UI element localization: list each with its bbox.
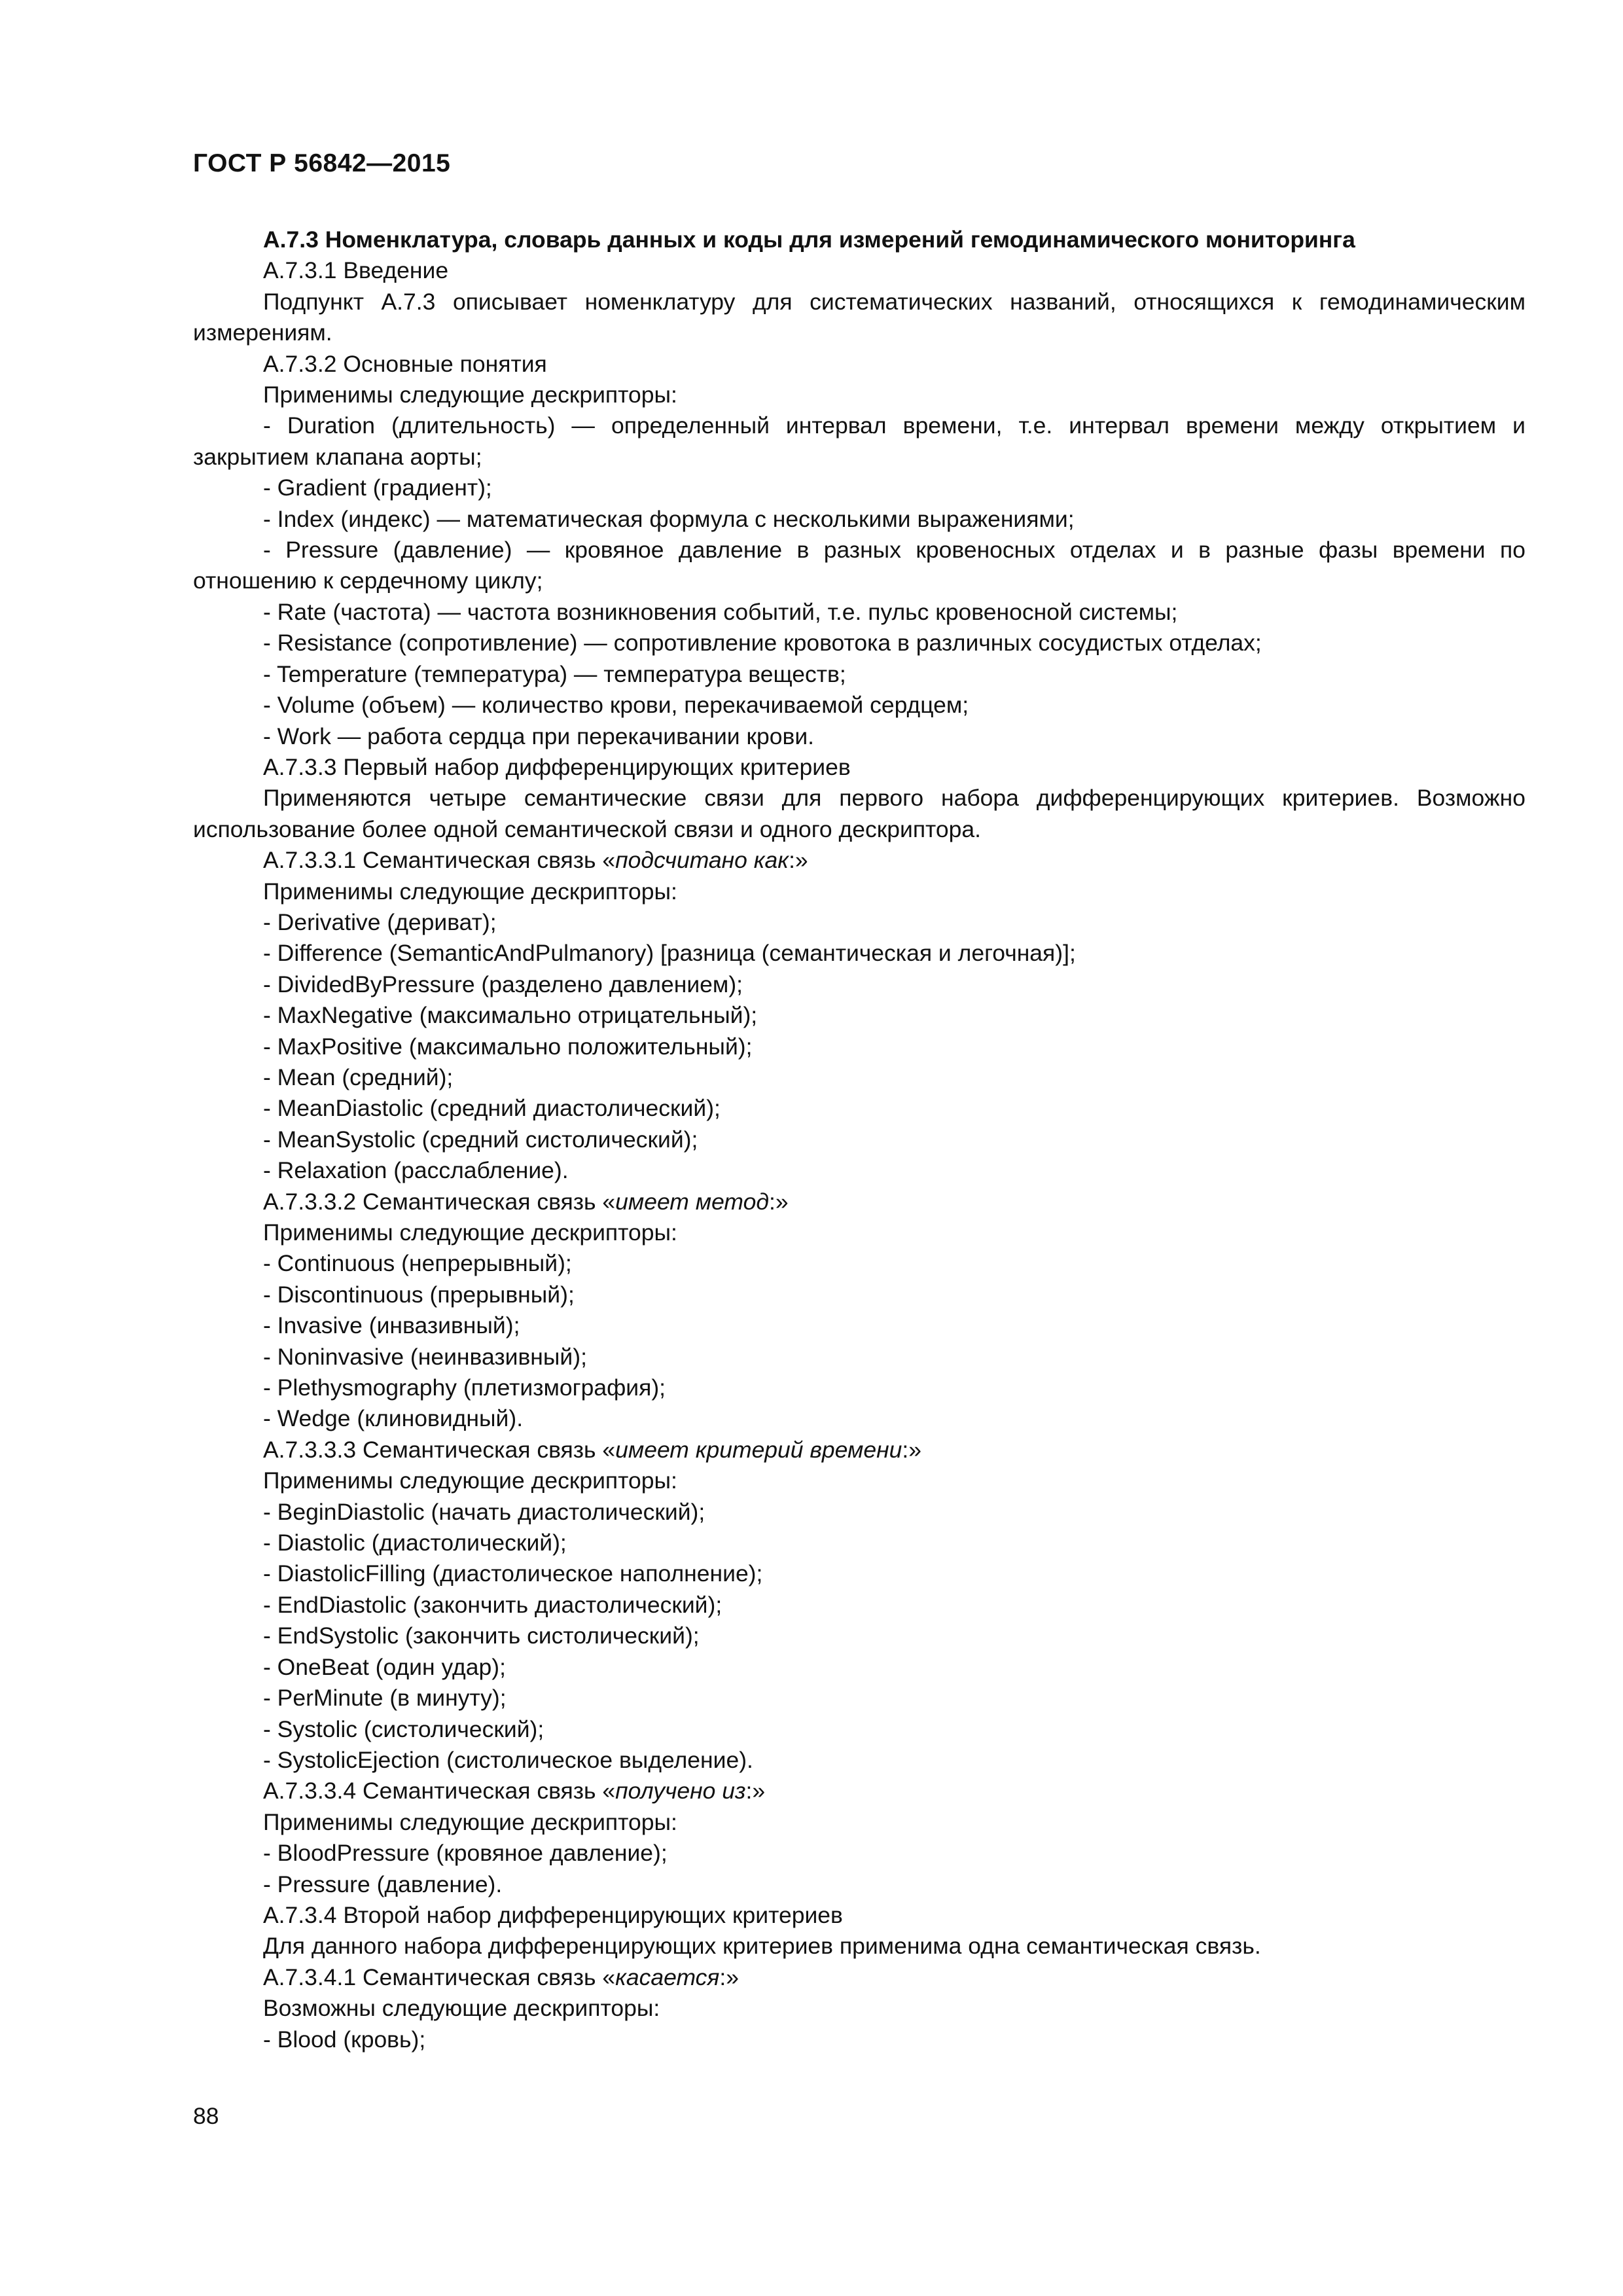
- relation-name: подсчитано как: [615, 847, 789, 874]
- paragraph-text: А.7.3.1 Введение: [263, 257, 449, 284]
- paragraph-text: - Invasive (инвазивный);: [263, 1312, 520, 1339]
- paragraph: [193, 1621, 1525, 1651]
- paragraph-text: А.7.3.4 Второй набор дифференцирующих критериев: [263, 1901, 843, 1928]
- relation-name: касается: [615, 1964, 720, 1990]
- paragraph: [193, 783, 1525, 845]
- paragraph-text: - Discontinuous (прерывный);: [263, 1281, 575, 1308]
- relation-name: имеет критерий времени: [615, 1436, 902, 1463]
- paragraph: [193, 1372, 1525, 1403]
- paragraph: [193, 1558, 1525, 1589]
- paragraph-text: - MaxNegative (максимально отрицательный);: [263, 1002, 758, 1029]
- paragraph: [193, 504, 1525, 535]
- paragraph: [193, 1000, 1525, 1031]
- paragraph: [193, 535, 1525, 597]
- paragraph: [193, 721, 1525, 752]
- paragraph-text: - Mean (средний);: [263, 1064, 454, 1090]
- standard-header: ГОСТ Р 56842—2015: [193, 149, 451, 177]
- paragraph: [193, 1248, 1525, 1279]
- paragraph: [193, 1900, 1525, 1931]
- paragraph: [193, 1993, 1525, 2024]
- paragraph: [193, 876, 1525, 907]
- paragraph-text: - Gradient (градиент);: [263, 475, 492, 501]
- paragraph: [193, 1683, 1525, 1713]
- paragraph: [193, 1342, 1525, 1372]
- paragraph: [193, 1776, 1525, 1806]
- paragraph-text: А.7.3.3.1 Семантическая связь «: [263, 847, 616, 874]
- paragraph-text: - MaxPositive (максимально положительный);: [263, 1033, 753, 1060]
- paragraph: [193, 1528, 1525, 1558]
- paragraph-text: Применимы следующие дескрипторы:: [263, 1808, 677, 1835]
- paragraph: [193, 380, 1525, 410]
- paragraph-text: А.7.3.3.3 Семантическая связь «: [263, 1436, 616, 1463]
- paragraph: [193, 1962, 1525, 1993]
- paragraph-text: А.7.3.3.2 Семантическая связь «: [263, 1188, 616, 1215]
- paragraph-text: - Blood (кровь);: [263, 2026, 426, 2053]
- paragraph: [193, 1465, 1525, 1496]
- relation-name: имеет метод: [615, 1188, 769, 1215]
- paragraph-text: - Temperature (температура) — температура веществ;: [263, 660, 846, 687]
- paragraph: [193, 1310, 1525, 1341]
- paragraph-text: - MeanSystolic (средний систолический);: [263, 1126, 698, 1153]
- paragraph: [193, 1435, 1525, 1465]
- paragraph: [193, 410, 1525, 473]
- paragraph-text: - DiastolicFilling (диастолическое наполнение);: [263, 1560, 763, 1587]
- paragraph: [193, 255, 1525, 286]
- paragraph-text: - Index (индекс) — математическая формула с несколькими выражениями;: [263, 505, 1075, 532]
- paragraph-text: Подпункт А.7.3 описывает номенклатуру для систематических названий, относящихся к гемодинамическим измерениям.: [193, 288, 1525, 346]
- paragraph: [193, 1714, 1525, 1745]
- paragraph-text: - SystolicEjection (систолическое выделение).: [263, 1746, 753, 1773]
- paragraph: [193, 224, 1525, 255]
- paragraph-text: Применимы следующие дескрипторы:: [263, 1467, 677, 1494]
- paragraph-text: - Pressure (давление).: [263, 1871, 503, 1897]
- paragraph: [193, 1093, 1525, 1124]
- paragraph-text: - BloodPressure (кровяное давление);: [263, 1840, 668, 1867]
- paragraph: [193, 1745, 1525, 1776]
- paragraph-tail: :»: [768, 1188, 789, 1215]
- paragraph-text: - Plethysmography (плетизмография);: [263, 1374, 666, 1401]
- paragraph: [193, 752, 1525, 783]
- paragraph-text: Возможны следующие дескрипторы:: [263, 1995, 660, 2022]
- paragraph: [193, 1931, 1525, 1962]
- paragraph-tail: :»: [789, 847, 808, 874]
- paragraph-text: - Noninvasive (неинвазивный);: [263, 1343, 587, 1370]
- paragraph: [193, 597, 1525, 628]
- paragraph-text: - Systolic (систолический);: [263, 1715, 544, 1742]
- paragraph: [193, 1838, 1525, 1869]
- paragraph-text: - Wedge (клиновидный).: [263, 1405, 524, 1432]
- paragraph: [193, 1403, 1525, 1434]
- paragraph-text: - Continuous (непрерывный);: [263, 1250, 572, 1277]
- paragraph-text: - EndDiastolic (закончить диастолический);: [263, 1591, 722, 1618]
- document-body: [193, 224, 1525, 2055]
- paragraph: [193, 1807, 1525, 1838]
- paragraph: [193, 1124, 1525, 1155]
- paragraph-text: А.7.3 Номенклатура, словарь данных и коды для измерений гемодинамического мониторинга: [263, 226, 1355, 253]
- paragraph-text: - Pressure (давление) — кровяное давление в разных кровеносных отделах и в разные фазы времени по отношению к сердечному циклу;: [193, 537, 1525, 594]
- page-number: 88: [193, 2103, 219, 2129]
- paragraph: [193, 287, 1525, 349]
- paragraph-tail: :»: [719, 1964, 739, 1990]
- paragraph-text: - Relaxation (расслабление).: [263, 1157, 569, 1184]
- paragraph: [193, 1280, 1525, 1310]
- paragraph: [193, 1217, 1525, 1248]
- paragraph-text: Применимы следующие дескрипторы:: [263, 1219, 677, 1246]
- paragraph-text: Для данного набора дифференцирующих критериев применима одна семантическая связь.: [263, 1933, 1261, 1960]
- paragraph-tail: :»: [902, 1436, 921, 1463]
- paragraph-text: - Diastolic (диастолический);: [263, 1530, 567, 1556]
- paragraph: [193, 1869, 1525, 1900]
- paragraph: [193, 1497, 1525, 1528]
- paragraph: [193, 1652, 1525, 1683]
- paragraph: [193, 938, 1525, 969]
- paragraph-text: - Resistance (сопротивление) — сопротивление кровотока в различных сосудистых отделах;: [263, 630, 1262, 656]
- paragraph: [193, 1031, 1525, 1062]
- paragraph: [193, 349, 1525, 380]
- paragraph: [193, 845, 1525, 876]
- paragraph-text: - Work — работа сердца при перекачивании крови.: [263, 723, 815, 749]
- paragraph-text: А.7.3.4.1 Семантическая связь «: [263, 1964, 616, 1990]
- paragraph-text: - MeanDiastolic (средний диастолический);: [263, 1095, 721, 1122]
- paragraph-text: - EndSystolic (закончить систолический);: [263, 1623, 700, 1649]
- paragraph-text: - Derivative (дериват);: [263, 908, 497, 935]
- paragraph: [193, 659, 1525, 690]
- paragraph-text: А.7.3.3.4 Семантическая связь «: [263, 1778, 616, 1804]
- paragraph: [193, 1155, 1525, 1186]
- paragraph-text: Применимы следующие дескрипторы:: [263, 382, 677, 408]
- paragraph-text: А.7.3.3 Первый набор дифференцирующих критериев: [263, 753, 851, 780]
- paragraph-text: А.7.3.2 Основные понятия: [263, 350, 547, 377]
- paragraph-text: - DividedByPressure (разделено давлением);: [263, 971, 743, 997]
- paragraph: [193, 1590, 1525, 1621]
- paragraph-text: Применяются четыре семантические связи для первого набора дифференцирующих критериев. Возможно использование более одной семантической связи и одного дескриптора.: [193, 785, 1525, 842]
- paragraph: [193, 690, 1525, 721]
- paragraph-text: - Rate (частота) — частота возникновения событий, т.е. пульс кровеносной системы;: [263, 598, 1178, 625]
- paragraph-text: Применимы следующие дескрипторы:: [263, 878, 677, 905]
- paragraph: [193, 969, 1525, 1000]
- paragraph-text: - Duration (длительность) — определенный интервал времени, т.е. интервал времени между открытием и закрытием клапана аорты;: [193, 412, 1525, 470]
- relation-name: получено из: [615, 1778, 746, 1804]
- paragraph-text: - Difference (SemanticAndPulmanory) [разница (семантическая и легочная)];: [263, 940, 1076, 967]
- paragraph-text: - BeginDiastolic (начать диастолический);: [263, 1498, 705, 1525]
- paragraph: [193, 473, 1525, 503]
- paragraph: [193, 1187, 1525, 1217]
- paragraph-text: - PerMinute (в минуту);: [263, 1685, 507, 1712]
- paragraph: [193, 1062, 1525, 1093]
- paragraph-text: - OneBeat (один удар);: [263, 1653, 506, 1680]
- paragraph: [193, 907, 1525, 938]
- paragraph: [193, 2024, 1525, 2055]
- paragraph-text: - Volume (объем) — количество крови, перекачиваемой сердцем;: [263, 692, 969, 719]
- paragraph-tail: :»: [745, 1778, 766, 1804]
- paragraph: [193, 628, 1525, 658]
